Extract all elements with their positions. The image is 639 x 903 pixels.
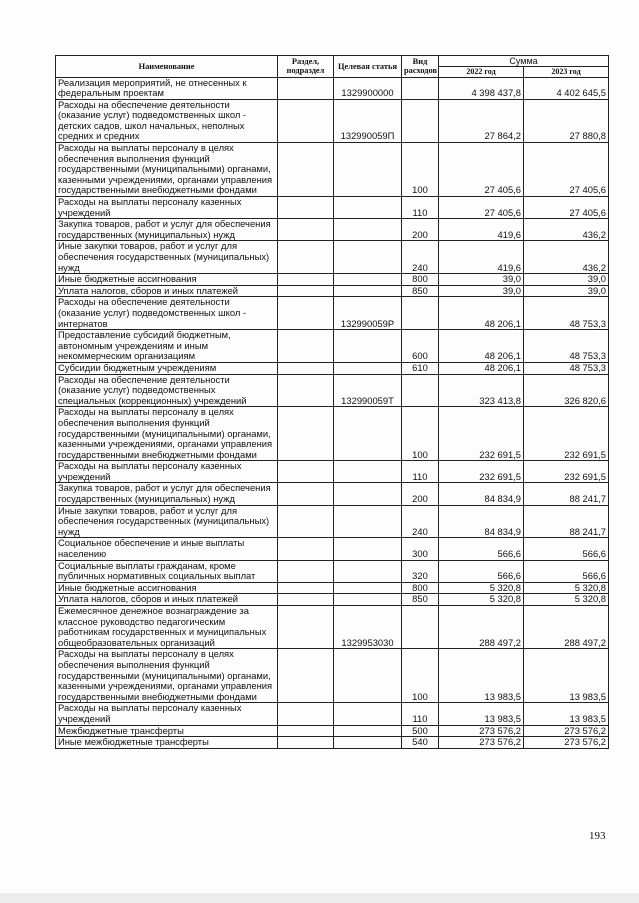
row-sum-2022: 419,6: [439, 219, 524, 241]
row-target-article: [334, 219, 402, 241]
row-section: [278, 241, 334, 274]
row-section: [278, 582, 334, 594]
row-name: Иные закупки товаров, работ и услуг для обеспечения государственных (муниципальных) нужд: [56, 505, 278, 538]
row-section: [278, 725, 334, 737]
table-row: [56, 649, 609, 703]
row-sum-2023: 88 241,7: [524, 483, 609, 505]
row-sum-2022: 39,0: [439, 285, 524, 297]
row-name: Закупка товаров, работ и услуг для обеспечения государственных (муниципальных) нужд: [56, 483, 278, 505]
row-section: [278, 538, 334, 560]
row-section: [278, 594, 334, 606]
row-sum-2022: 273 576,2: [439, 725, 524, 737]
row-sum-2023: 27 405,6: [524, 143, 609, 197]
row-name: Расходы на выплаты персоналу в целях обеспечения выполнения функций государственными (муниципальными) органами, казенными учреждениями, органами управления государственными внебюджетными фондами: [56, 649, 278, 703]
header-section: Раздел, подраздел: [278, 56, 334, 78]
row-section: [278, 77, 334, 99]
row-section: [278, 374, 334, 407]
row-section: [278, 330, 334, 363]
row-expense-kind: 800: [402, 274, 439, 286]
row-expense-kind: 100: [402, 649, 439, 703]
row-target-article: [334, 483, 402, 505]
table-row: [56, 407, 609, 461]
table-row: [56, 560, 609, 582]
row-sum-2023: 273 576,2: [524, 725, 609, 737]
table-row: [56, 197, 609, 219]
row-sum-2023: 39,0: [524, 274, 609, 286]
row-sum-2022: 27 405,6: [439, 143, 524, 197]
row-expense-kind: 600: [402, 330, 439, 363]
header-year-2022: 2022 год: [439, 67, 524, 78]
row-expense-kind: [402, 297, 439, 330]
row-sum-2022: 13 983,5: [439, 703, 524, 725]
row-section: [278, 297, 334, 330]
row-section: [278, 143, 334, 197]
row-expense-kind: 240: [402, 241, 439, 274]
row-sum-2023: 232 691,5: [524, 407, 609, 461]
row-expense-kind: 240: [402, 505, 439, 538]
row-name: Иные закупки товаров, работ и услуг для обеспечения государственных (муниципальных) нужд: [56, 241, 278, 274]
budget-table: [55, 55, 609, 749]
row-expense-kind: [402, 77, 439, 99]
row-sum-2023: 4 402 645,5: [524, 77, 609, 99]
row-sum-2022: 566,6: [439, 560, 524, 582]
row-name: Расходы на выплаты персоналу в целях обеспечения выполнения функций государственными (муниципальными) органами, казенными учреждениями, органами управления государственными внебюджетными фондами: [56, 407, 278, 461]
scan-bottom-edge: [0, 893, 639, 903]
row-expense-kind: 540: [402, 737, 439, 749]
row-sum-2023: 436,2: [524, 241, 609, 274]
row-sum-2022: 48 206,1: [439, 297, 524, 330]
table-row: [56, 330, 609, 363]
row-target-article: [334, 197, 402, 219]
table-row: [56, 582, 609, 594]
row-sum-2023: 39,0: [524, 285, 609, 297]
row-name: Иные бюджетные ассигнования: [56, 582, 278, 594]
row-sum-2022: 232 691,5: [439, 407, 524, 461]
row-sum-2022: 5 320,8: [439, 594, 524, 606]
row-section: [278, 99, 334, 142]
row-sum-2023: 27 405,6: [524, 197, 609, 219]
row-section: [278, 461, 334, 483]
row-target-article: [334, 274, 402, 286]
row-name: Межбюджетные трансферты: [56, 725, 278, 737]
row-name: Реализация мероприятий, не отнесенных к федеральным проектам: [56, 77, 278, 99]
row-expense-kind: 850: [402, 594, 439, 606]
row-name: Расходы на обеспечение деятельности (оказание услуг) подведомственных школ - детских садов, школ начальных, неполных средних и средних: [56, 99, 278, 142]
row-sum-2023: 13 983,5: [524, 703, 609, 725]
row-sum-2023: 27 880,8: [524, 99, 609, 142]
row-sum-2023: 436,2: [524, 219, 609, 241]
row-sum-2023: 48 753,3: [524, 330, 609, 363]
row-name: Расходы на обеспечение деятельности (оказание услуг) подведомственных специальных (коррекционных) учреждений: [56, 374, 278, 407]
row-target-article: [334, 649, 402, 703]
header-target: Целевая статья: [334, 56, 402, 78]
row-section: [278, 483, 334, 505]
row-expense-kind: 100: [402, 143, 439, 197]
row-sum-2023: 5 320,8: [524, 594, 609, 606]
table-row: [56, 594, 609, 606]
row-sum-2023: 232 691,5: [524, 461, 609, 483]
row-section: [278, 285, 334, 297]
row-name: Предоставление субсидий бюджетным, автономным учреждениям и иным некоммерческим организациям: [56, 330, 278, 363]
row-section: [278, 606, 334, 649]
row-sum-2023: 273 576,2: [524, 737, 609, 749]
row-sum-2023: 326 820,6: [524, 374, 609, 407]
row-sum-2022: 27 864,2: [439, 99, 524, 142]
header-year-2023: 2023 год: [524, 67, 609, 78]
row-target-article: [334, 703, 402, 725]
row-expense-kind: 610: [402, 362, 439, 374]
row-sum-2023: 566,6: [524, 538, 609, 560]
row-sum-2022: 4 398 437,8: [439, 77, 524, 99]
row-sum-2022: 5 320,8: [439, 582, 524, 594]
row-sum-2023: 288 497,2: [524, 606, 609, 649]
row-name: Уплата налогов, сборов и иных платежей: [56, 594, 278, 606]
row-name: Субсидии бюджетным учреждениям: [56, 362, 278, 374]
row-section: [278, 197, 334, 219]
table-row: [56, 725, 609, 737]
row-expense-kind: 110: [402, 703, 439, 725]
row-target-article: [334, 505, 402, 538]
row-name: Уплата налогов, сборов и иных платежей: [56, 285, 278, 297]
table-row: [56, 143, 609, 197]
row-target-article: [334, 407, 402, 461]
row-section: [278, 505, 334, 538]
row-target-article: [334, 285, 402, 297]
row-target-article: [334, 241, 402, 274]
row-name: Социальное обеспечение и иные выплаты населению: [56, 538, 278, 560]
row-expense-kind: 100: [402, 407, 439, 461]
row-expense-kind: 200: [402, 219, 439, 241]
row-expense-kind: 300: [402, 538, 439, 560]
row-expense-kind: 850: [402, 285, 439, 297]
row-section: [278, 649, 334, 703]
row-name: Иные межбюджетные трансферты: [56, 737, 278, 749]
row-sum-2023: 566,6: [524, 560, 609, 582]
row-sum-2022: 48 206,1: [439, 330, 524, 363]
row-sum-2022: 84 834,9: [439, 483, 524, 505]
row-target-article: [334, 461, 402, 483]
row-expense-kind: 500: [402, 725, 439, 737]
row-expense-kind: [402, 374, 439, 407]
row-target-article: 1329900000: [334, 77, 402, 99]
row-sum-2022: 27 405,6: [439, 197, 524, 219]
row-section: [278, 274, 334, 286]
row-sum-2023: 88 241,7: [524, 505, 609, 538]
row-target-article: 1329953030: [334, 606, 402, 649]
row-sum-2023: 48 753,3: [524, 297, 609, 330]
row-name: Социальные выплаты гражданам, кроме публичных нормативных социальных выплат: [56, 560, 278, 582]
row-target-article: [334, 725, 402, 737]
row-expense-kind: [402, 99, 439, 142]
row-sum-2022: 48 206,1: [439, 362, 524, 374]
row-sum-2022: 39,0: [439, 274, 524, 286]
table-row: [56, 285, 609, 297]
row-expense-kind: 110: [402, 461, 439, 483]
row-sum-2023: 13 983,5: [524, 649, 609, 703]
table-body: [56, 77, 609, 748]
row-name: Иные бюджетные ассигнования: [56, 274, 278, 286]
row-sum-2022: 288 497,2: [439, 606, 524, 649]
table-row: [56, 77, 609, 99]
row-sum-2023: 48 753,3: [524, 362, 609, 374]
row-target-article: 132990059Р: [334, 297, 402, 330]
row-target-article: 132990059П: [334, 99, 402, 142]
header-name: Наименование: [56, 56, 278, 78]
row-expense-kind: 110: [402, 197, 439, 219]
row-section: [278, 362, 334, 374]
table-row: [56, 461, 609, 483]
row-section: [278, 219, 334, 241]
row-name: Расходы на выплаты персоналу казенных учреждений: [56, 703, 278, 725]
row-name: Расходы на выплаты персоналу в целях обеспечения выполнения функций государственными (муниципальными) органами, казенными учреждениями, органами управления государственными внебюджетными фондами: [56, 143, 278, 197]
row-sum-2022: 566,6: [439, 538, 524, 560]
table-row: [56, 374, 609, 407]
row-section: [278, 703, 334, 725]
table-row: [56, 538, 609, 560]
row-sum-2022: 419,6: [439, 241, 524, 274]
row-sum-2022: 323 413,8: [439, 374, 524, 407]
row-expense-kind: [402, 606, 439, 649]
table-row: [56, 703, 609, 725]
row-expense-kind: 800: [402, 582, 439, 594]
row-section: [278, 737, 334, 749]
row-name: Расходы на выплаты персоналу казенных учреждений: [56, 197, 278, 219]
row-sum-2022: 232 691,5: [439, 461, 524, 483]
row-section: [278, 407, 334, 461]
row-target-article: [334, 594, 402, 606]
row-expense-kind: 320: [402, 560, 439, 582]
page-number: 193: [589, 830, 606, 842]
row-sum-2022: 273 576,2: [439, 737, 524, 749]
header-kind: Вид расходов: [402, 56, 439, 78]
row-target-article: 132990059Т: [334, 374, 402, 407]
row-name: Расходы на обеспечение деятельности (оказание услуг) подведомственных школ - интернатов: [56, 297, 278, 330]
table-row: [56, 606, 609, 649]
row-target-article: [334, 582, 402, 594]
row-sum-2023: 5 320,8: [524, 582, 609, 594]
row-name: Расходы на выплаты персоналу казенных учреждений: [56, 461, 278, 483]
row-name: Ежемесячное денежное вознаграждение за классное руководство педагогическим работникам государственных и муниципальных общеобразовательных организаций: [56, 606, 278, 649]
row-sum-2022: 13 983,5: [439, 649, 524, 703]
table-row: [56, 505, 609, 538]
row-target-article: [334, 330, 402, 363]
table-row: [56, 737, 609, 749]
table-row: [56, 219, 609, 241]
row-name: Закупка товаров, работ и услуг для обеспечения государственных (муниципальных) нужд: [56, 219, 278, 241]
row-sum-2022: 84 834,9: [439, 505, 524, 538]
table-row: [56, 274, 609, 286]
row-target-article: [334, 560, 402, 582]
row-target-article: [334, 362, 402, 374]
row-expense-kind: 200: [402, 483, 439, 505]
table-row: [56, 483, 609, 505]
row-section: [278, 560, 334, 582]
header-sum: Сумма: [439, 56, 609, 67]
table-row: [56, 297, 609, 330]
table-row: [56, 362, 609, 374]
table-row: [56, 99, 609, 142]
row-target-article: [334, 143, 402, 197]
row-target-article: [334, 737, 402, 749]
row-target-article: [334, 538, 402, 560]
table-row: [56, 241, 609, 274]
